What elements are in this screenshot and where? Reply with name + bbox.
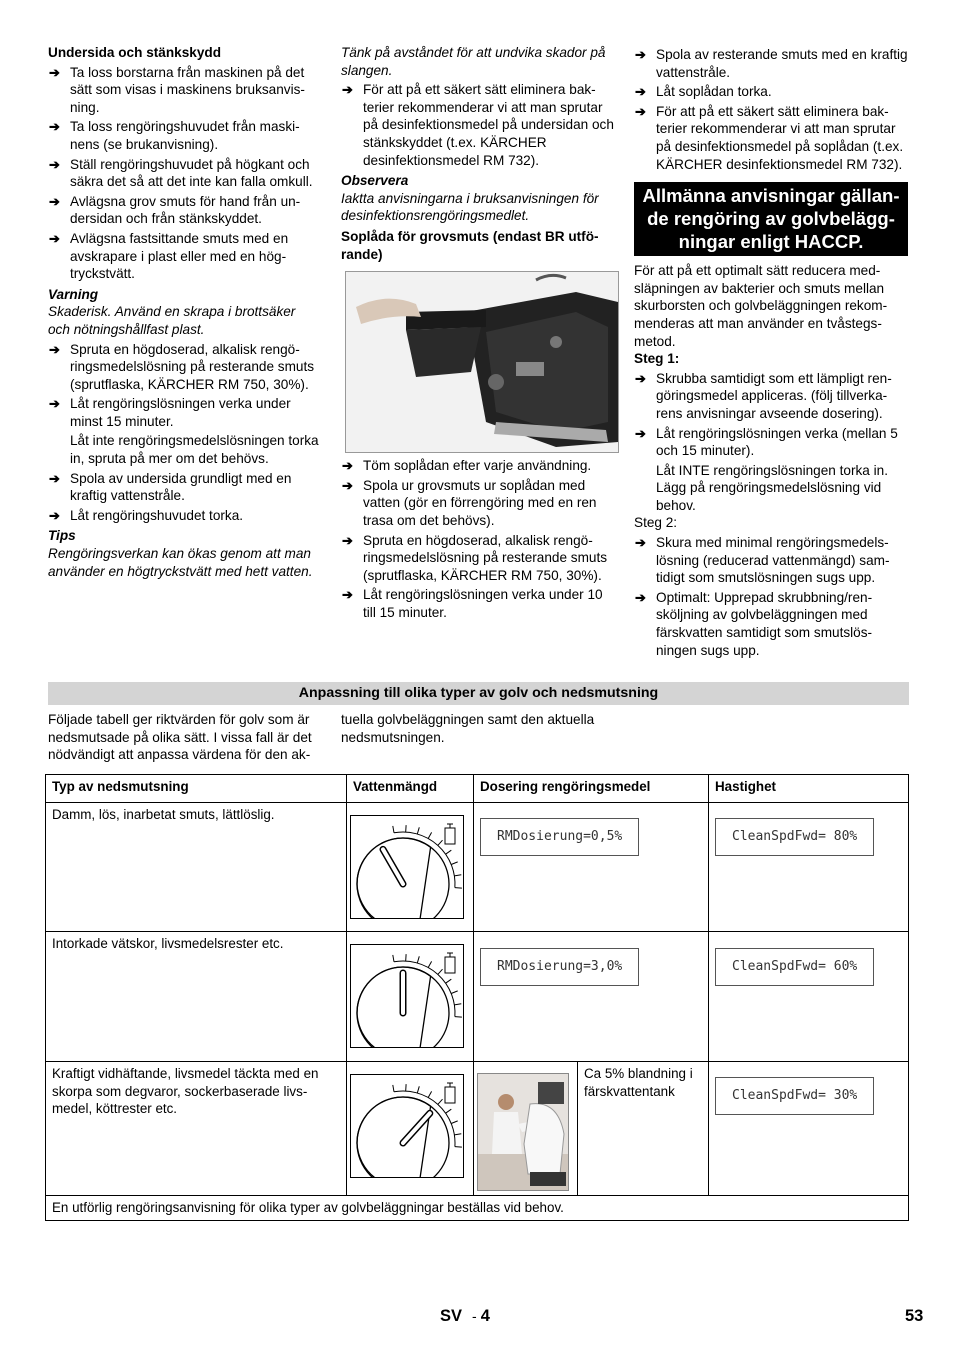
list-soplada-cont	[634, 46, 908, 173]
list-item: ➔ Avlägsna fastsittande smuts med en avskrapare i plast eller med en hög-tryckstvätt.	[48, 230, 320, 283]
list-item: ➔ För att på ett säkert sätt eliminera bak-terier rekommenderar vi att man sprutar på desinfektionsmedel på soplådan (t.ex. KÄRCHER desinfektionsmedel RM 732).	[634, 103, 908, 173]
header-type: Typ av nedsmutsning	[46, 775, 347, 803]
list-item: ➔ Avlägsna grov smuts för hand från un-dersidan och från stänkskyddet.	[48, 193, 320, 228]
header-dosage: Dosering rengöringsmedel	[474, 775, 709, 803]
header-water: Vattenmängd	[347, 775, 474, 803]
list-disinfect	[341, 81, 619, 169]
column-2	[341, 44, 619, 623]
cell-speed	[709, 803, 909, 932]
footer-lang: SV	[440, 1307, 463, 1325]
hose-note: Tänk på avståndet för att undvika skador på slangen.	[341, 45, 606, 78]
tips-title: Tips	[48, 528, 76, 544]
cell-dose	[474, 932, 709, 1062]
list-item: ➔ Spola av resterande smuts med en kraftig vattenstråle.	[634, 46, 908, 81]
table-row	[46, 1062, 909, 1196]
column-3	[634, 44, 908, 661]
list-undersida	[48, 64, 320, 283]
operator-illustration	[478, 1074, 568, 1190]
page-footer-label	[440, 1305, 490, 1327]
list-item: ➔ Spola ur grovsmuts ur soplådan med vatten (gör en förrengöring med en ren trasa om det behövs).	[341, 477, 619, 530]
cell-type: Intorkade vätskor, livsmedelsrester etc.	[46, 932, 347, 1062]
dose-display: RMDosierung=0,5%	[480, 818, 639, 856]
step1-note: Låt INTE rengöringslösningen torka in. Lägg på rengöringsmedelslösning vid behov.	[656, 462, 888, 513]
operator-photo	[477, 1073, 569, 1191]
settings-table	[45, 774, 909, 1221]
list-item: ➔ Låt rengöringshuvudet torka.	[48, 507, 320, 525]
cell-water	[347, 803, 474, 932]
list-item: ➔ Skura med minimal rengöringsmedels-lösning (reducerad vattenmängd) sam-tidigt som smutslösningen sugs upp.	[634, 534, 908, 587]
list-item: ➔ Spola av undersida grundligt med en kraftig vattenstråle.	[48, 470, 320, 505]
warning-title: Varning	[48, 286, 99, 302]
table-row	[46, 932, 909, 1062]
step2-title: Steg 2:	[634, 515, 678, 531]
list-item: ➔ Töm soplådan efter varje användning.	[341, 457, 619, 475]
speed-display: CleanSpdFwd= 80%	[715, 818, 874, 856]
speed-display: CleanSpdFwd= 60%	[715, 948, 874, 986]
list-item: ➔ Ställ rengöringshuvudet på högkant och säkra det så att det inte kan falla omkull.	[48, 156, 320, 191]
machine-photo	[345, 271, 619, 453]
list-undersida-3	[48, 470, 320, 525]
water-dial-icon	[350, 1074, 464, 1178]
footer-num: 4	[480, 1307, 490, 1325]
table-footer-note: En utförlig rengöringsanvisning för olika typer av golvbeläggningar beställas vid behov.	[46, 1196, 909, 1221]
list-item: ➔ Spruta en högdoserad, alkalisk rengö-ringsmedelslösning på resterande smuts (sprutflaska, KÄRCHER RM 750, 30%).	[48, 341, 320, 394]
observe-title: Observera	[341, 173, 409, 189]
water-dial-graphic	[351, 816, 463, 918]
list-item: ➔ Låt soplådan torka.	[634, 83, 908, 101]
cell-water	[347, 1062, 474, 1196]
cell-water	[347, 932, 474, 1062]
list-item: ➔ Låt rengöringslösningen verka under minst 15 minuter.	[48, 395, 320, 430]
list-item: ➔ Låt rengöringslösningen verka (mellan 5 och 15 minuter).	[634, 425, 908, 460]
page-number: 53	[905, 1307, 924, 1325]
section-band-title: Anpassning till olika typer av golv och nedsmutsning	[48, 682, 909, 705]
table-row	[46, 803, 909, 932]
tips-text: Rengöringsverkan kan ökas genom att man använder en högtryckstvätt med hett vatten.	[48, 546, 313, 579]
cell-speed	[709, 932, 909, 1062]
table-footer-row	[46, 1196, 909, 1221]
list-item: ➔ Spruta en högdoserad, alkalisk rengö-ringsmedelslösning på resterande smuts (sprutflaska, KÄRCHER RM 750, 30%).	[341, 532, 619, 585]
list-step2	[634, 534, 908, 659]
water-dial-icon	[350, 815, 464, 919]
list-item: ➔ Ta loss borstarna från maskinen på det sätt som visas i maskinens bruksanvis-ning.	[48, 64, 320, 117]
cell-dose	[474, 803, 709, 932]
list-item: ➔ Optimalt: Upprepad skrubbning/ren-sköljning av golvbeläggningen med färskvatten samtidigt som smutslös-ningen sugs upp.	[634, 589, 908, 659]
footer-dash: -	[472, 1308, 477, 1324]
list-soplada	[341, 457, 619, 621]
machine-illustration	[346, 272, 618, 452]
header-speed: Hastighet	[709, 775, 909, 803]
water-dial-graphic	[351, 945, 463, 1047]
dose-display: RMDosierung=3,0%	[480, 948, 639, 986]
table-intro-1: Följade tabell ger riktvärden för golv som är nedsmutsade på olika sätt. I vissa fall är det nödvändigt att anpassa värdena för den ak-	[48, 712, 312, 763]
warning-text: Skaderisk. Använd en skrapa i brottsäker och nötningshållfast plast.	[48, 304, 296, 337]
heading-soplada: Soplåda för grovsmuts (endast BR utfö-rande)	[341, 228, 599, 262]
water-dial-graphic	[351, 1075, 463, 1177]
speed-display: CleanSpdFwd= 30%	[715, 1077, 874, 1115]
heading-undersida: Undersida och stänkskydd	[48, 45, 221, 60]
haccp-intro: För att på ett optimalt sätt reducera med-släpningen av bakterier och smuts mellan skurborsten och golvbeläggningen rekom-menderas att man använder en tvåstegs-metod.	[634, 263, 888, 349]
water-dial-icon	[350, 944, 464, 1048]
column-1	[48, 44, 320, 580]
list-step1	[634, 370, 908, 460]
list-undersida-2	[48, 341, 320, 431]
observe-text: Iaktta anvisningarna i bruksanvisningen för desinfektionsrengöringsmedlet.	[341, 190, 599, 224]
table-intro-2: tuella golvbeläggningen samt den aktuella nedsmutsningen.	[341, 712, 595, 745]
cell-speed	[709, 1062, 909, 1196]
list-item: ➔ Skrubba samtidigt som ett lämpligt ren-göringsmedel appliceras. (följ tillverka-rens anvisningar avseende dosering).	[634, 370, 908, 423]
cell-dose-photo	[474, 1062, 578, 1196]
list-item: ➔ Låt rengöringslösningen verka under 10 till 15 minuter.	[341, 586, 619, 621]
list-item: ➔ Ta loss rengöringshuvudet från maski-nens (se brukanvisning).	[48, 118, 320, 153]
note-text: Låt inte rengöringsmedelslösningen torka in, spruta på mer om det behövs.	[70, 433, 319, 467]
table-header-row	[46, 775, 909, 803]
step1-title: Steg 1:	[634, 351, 680, 367]
cell-dose-text: Ca 5% blandning i färskvattentank	[578, 1062, 709, 1196]
cell-type: Kraftigt vidhäftande, livsmedel täckta med en skorpa som degvaror, sockerbaserade livs-medel, köttrester etc.	[46, 1062, 347, 1196]
list-item: ➔ För att på ett säkert sätt eliminera bak-terier rekommenderar vi att man sprutar på desinfektionsmedel på undersidan och stänkskyddet (t.ex. KÄRCHER desinfektionsmedel RM 732).	[341, 81, 619, 169]
haccp-heading: Allmänna anvisningar gällan-de rengöring av golvbelägg-ningar enligt HACCP.	[634, 182, 908, 256]
cell-type: Damm, lös, inarbetat smuts, lättlöslig.	[46, 803, 347, 932]
